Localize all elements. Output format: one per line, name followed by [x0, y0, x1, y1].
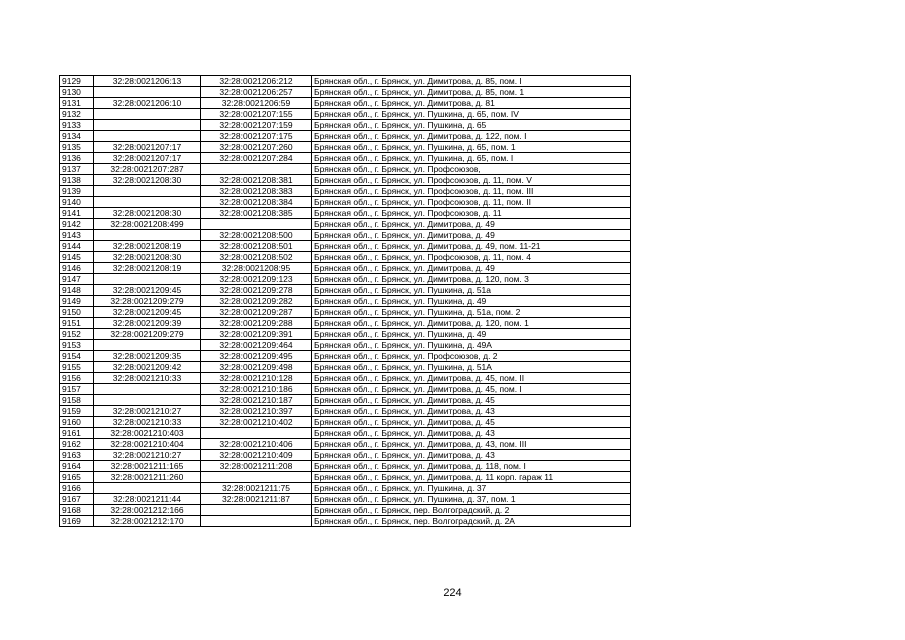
- row-number-cell: 9142: [60, 219, 94, 230]
- object-cadastral-number-cell: 32:28:0021208:500: [201, 230, 312, 241]
- row-number-cell: 9134: [60, 131, 94, 142]
- row-number-cell: 9149: [60, 296, 94, 307]
- table-row: [60, 516, 631, 527]
- table-row: [60, 274, 631, 285]
- address-cell: Брянская обл., г. Брянск, ул. Профсоюзов, д. 11, пом. V: [312, 175, 631, 186]
- row-number-cell: 9153: [60, 340, 94, 351]
- address-cell: Брянская обл., г. Брянск, ул. Димитрова, д. 118, пом. I: [312, 461, 631, 472]
- table-row: [60, 109, 631, 120]
- row-number-cell: 9165: [60, 472, 94, 483]
- row-number-cell: 9167: [60, 494, 94, 505]
- object-cadastral-number-cell: [201, 164, 312, 175]
- address-cell: Брянская обл., г. Брянск, ул. Пушкина, д. 37, пом. 1: [312, 494, 631, 505]
- table-row: [60, 494, 631, 505]
- address-cell: Брянская обл., г. Брянск, ул. Профсоюзов, д. 11, пом. II: [312, 197, 631, 208]
- table-row: [60, 153, 631, 164]
- land-cadastral-number-cell: 32:28:0021207:17: [94, 153, 201, 164]
- land-cadastral-number-cell: [94, 131, 201, 142]
- object-cadastral-number-cell: [201, 505, 312, 516]
- object-cadastral-number-cell: 32:28:0021207:260: [201, 142, 312, 153]
- table-row: [60, 318, 631, 329]
- row-number-cell: 9168: [60, 505, 94, 516]
- row-number-cell: 9136: [60, 153, 94, 164]
- land-cadastral-number-cell: 32:28:0021210:27: [94, 450, 201, 461]
- land-cadastral-number-cell: 32:28:0021209:35: [94, 351, 201, 362]
- table-row: [60, 131, 631, 142]
- row-number-cell: 9145: [60, 252, 94, 263]
- land-cadastral-number-cell: 32:28:0021210:27: [94, 406, 201, 417]
- object-cadastral-number-cell: 32:28:0021207:175: [201, 131, 312, 142]
- table-row: [60, 406, 631, 417]
- address-cell: Брянская обл., г. Брянск, ул. Пушкина, д. 49: [312, 296, 631, 307]
- row-number-cell: 9166: [60, 483, 94, 494]
- object-cadastral-number-cell: 32:28:0021208:383: [201, 186, 312, 197]
- address-cell: Брянская обл., г. Брянск, ул. Димитрова, д. 85, пом. I: [312, 76, 631, 87]
- object-cadastral-number-cell: 32:28:0021209:278: [201, 285, 312, 296]
- address-cell: Брянская обл., г. Брянск, ул. Димитрова, д. 45: [312, 417, 631, 428]
- registry-table-body: [60, 76, 631, 527]
- object-cadastral-number-cell: 32:28:0021209:495: [201, 351, 312, 362]
- table-row: [60, 340, 631, 351]
- table-row: [60, 197, 631, 208]
- table-row: [60, 428, 631, 439]
- land-cadastral-number-cell: [94, 230, 201, 241]
- object-cadastral-number-cell: 32:28:0021208:95: [201, 263, 312, 274]
- object-cadastral-number-cell: 32:28:0021208:502: [201, 252, 312, 263]
- table-row: [60, 329, 631, 340]
- row-number-cell: 9129: [60, 76, 94, 87]
- land-cadastral-number-cell: [94, 384, 201, 395]
- object-cadastral-number-cell: 32:28:0021211:208: [201, 461, 312, 472]
- land-cadastral-number-cell: [94, 186, 201, 197]
- object-cadastral-number-cell: 32:28:0021206:59: [201, 98, 312, 109]
- table-row: [60, 252, 631, 263]
- land-cadastral-number-cell: [94, 120, 201, 131]
- row-number-cell: 9146: [60, 263, 94, 274]
- address-cell: Брянская обл., г. Брянск, ул. Пушкина, д. 51а, пом. 2: [312, 307, 631, 318]
- table-row: [60, 505, 631, 516]
- page-number: 224: [443, 587, 462, 599]
- table-row: [60, 87, 631, 98]
- row-number-cell: 9154: [60, 351, 94, 362]
- row-number-cell: 9158: [60, 395, 94, 406]
- table-row: [60, 395, 631, 406]
- object-cadastral-number-cell: 32:28:0021208:501: [201, 241, 312, 252]
- land-cadastral-number-cell: 32:28:0021207:287: [94, 164, 201, 175]
- object-cadastral-number-cell: 32:28:0021210:402: [201, 417, 312, 428]
- object-cadastral-number-cell: 32:28:0021209:464: [201, 340, 312, 351]
- land-cadastral-number-cell: 32:28:0021211:44: [94, 494, 201, 505]
- row-number-cell: 9157: [60, 384, 94, 395]
- address-cell: Брянская обл., г. Брянск, ул. Димитрова, д. 122, пом. I: [312, 131, 631, 142]
- address-cell: Брянская обл., г. Брянск, пер. Волгоградский, д. 2А: [312, 516, 631, 527]
- table-row: [60, 142, 631, 153]
- table-row: [60, 263, 631, 274]
- address-cell: Брянская обл., г. Брянск, ул. Димитрова, д. 43: [312, 450, 631, 461]
- address-cell: Брянская обл., г. Брянск, ул. Димитрова, д. 11 корп. гараж 11: [312, 472, 631, 483]
- object-cadastral-number-cell: 32:28:0021208:384: [201, 197, 312, 208]
- address-cell: Брянская обл., г. Брянск, ул. Профсоюзов, д. 11, пом. 4: [312, 252, 631, 263]
- object-cadastral-number-cell: [201, 219, 312, 230]
- address-cell: Брянская обл., г. Брянск, пер. Волгоградский, д. 2: [312, 505, 631, 516]
- table-row: [60, 175, 631, 186]
- land-cadastral-number-cell: 32:28:0021208:30: [94, 208, 201, 219]
- address-cell: Брянская обл., г. Брянск, ул. Димитрова, д. 81: [312, 98, 631, 109]
- row-number-cell: 9164: [60, 461, 94, 472]
- row-number-cell: 9141: [60, 208, 94, 219]
- address-cell: Брянская обл., г. Брянск, ул. Димитрова, д. 45, пом. II: [312, 373, 631, 384]
- table-row: [60, 164, 631, 175]
- land-cadastral-number-cell: 32:28:0021211:260: [94, 472, 201, 483]
- table-row: [60, 472, 631, 483]
- land-cadastral-number-cell: 32:28:0021210:403: [94, 428, 201, 439]
- object-cadastral-number-cell: 32:28:0021209:287: [201, 307, 312, 318]
- table-row: [60, 351, 631, 362]
- table-row: [60, 483, 631, 494]
- row-number-cell: 9133: [60, 120, 94, 131]
- address-cell: Брянская обл., г. Брянск, ул. Профсоюзов, д. 2: [312, 351, 631, 362]
- table-row: [60, 219, 631, 230]
- land-cadastral-number-cell: [94, 109, 201, 120]
- address-cell: Брянская обл., г. Брянск, ул. Димитрова, д. 43, пом. III: [312, 439, 631, 450]
- table-row: [60, 98, 631, 109]
- address-cell: Брянская обл., г. Брянск, ул. Димитрова, д. 120, пом. 1: [312, 318, 631, 329]
- table-row: [60, 296, 631, 307]
- object-cadastral-number-cell: 32:28:0021209:288: [201, 318, 312, 329]
- address-cell: Брянская обл., г. Брянск, ул. Профсоюзов,: [312, 164, 631, 175]
- object-cadastral-number-cell: 32:28:0021211:75: [201, 483, 312, 494]
- address-cell: Брянская обл., г. Брянск, ул. Профсоюзов, д. 11, пом. III: [312, 186, 631, 197]
- table-row: [60, 417, 631, 428]
- row-number-cell: 9148: [60, 285, 94, 296]
- row-number-cell: 9130: [60, 87, 94, 98]
- land-cadastral-number-cell: 32:28:0021207:17: [94, 142, 201, 153]
- address-cell: Брянская обл., г. Брянск, ул. Димитрова, д. 45, пом. I: [312, 384, 631, 395]
- land-cadastral-number-cell: 32:28:0021209:42: [94, 362, 201, 373]
- land-cadastral-number-cell: 32:28:0021212:170: [94, 516, 201, 527]
- row-number-cell: 9147: [60, 274, 94, 285]
- table-row: [60, 285, 631, 296]
- address-cell: Брянская обл., г. Брянск, ул. Димитрова, д. 45: [312, 395, 631, 406]
- row-number-cell: 9131: [60, 98, 94, 109]
- row-number-cell: 9151: [60, 318, 94, 329]
- table-row: [60, 384, 631, 395]
- row-number-cell: 9159: [60, 406, 94, 417]
- land-cadastral-number-cell: [94, 87, 201, 98]
- row-number-cell: 9144: [60, 241, 94, 252]
- address-cell: Брянская обл., г. Брянск, ул. Пушкина, д. 51а: [312, 285, 631, 296]
- address-cell: Брянская обл., г. Брянск, ул. Димитрова, д. 43: [312, 406, 631, 417]
- row-number-cell: 9169: [60, 516, 94, 527]
- object-cadastral-number-cell: 32:28:0021211:87: [201, 494, 312, 505]
- land-cadastral-number-cell: [94, 197, 201, 208]
- address-cell: Брянская обл., г. Брянск, ул. Пушкина, д. 65: [312, 120, 631, 131]
- table-row: [60, 373, 631, 384]
- object-cadastral-number-cell: 32:28:0021206:257: [201, 87, 312, 98]
- address-cell: Брянская обл., г. Брянск, ул. Димитрова, д. 120, пом. 3: [312, 274, 631, 285]
- address-cell: Брянская обл., г. Брянск, ул. Профсоюзов, д. 11: [312, 208, 631, 219]
- row-number-cell: 9135: [60, 142, 94, 153]
- object-cadastral-number-cell: 32:28:0021209:391: [201, 329, 312, 340]
- row-number-cell: 9143: [60, 230, 94, 241]
- row-number-cell: 9160: [60, 417, 94, 428]
- land-cadastral-number-cell: 32:28:0021210:33: [94, 373, 201, 384]
- land-cadastral-number-cell: [94, 340, 201, 351]
- row-number-cell: 9140: [60, 197, 94, 208]
- land-cadastral-number-cell: 32:28:0021209:279: [94, 329, 201, 340]
- row-number-cell: 9161: [60, 428, 94, 439]
- table-row: [60, 450, 631, 461]
- land-cadastral-number-cell: 32:28:0021208:30: [94, 252, 201, 263]
- registry-table: [59, 75, 631, 527]
- address-cell: Брянская обл., г. Брянск, ул. Димитрова, д. 43: [312, 428, 631, 439]
- table-row: [60, 230, 631, 241]
- object-cadastral-number-cell: 32:28:0021209:123: [201, 274, 312, 285]
- address-cell: Брянская обл., г. Брянск, ул. Пушкина, д. 49: [312, 329, 631, 340]
- table-row: [60, 186, 631, 197]
- table-row: [60, 241, 631, 252]
- land-cadastral-number-cell: 32:28:0021206:10: [94, 98, 201, 109]
- object-cadastral-number-cell: 32:28:0021207:155: [201, 109, 312, 120]
- address-cell: Брянская обл., г. Брянск, ул. Димитрова, д. 49: [312, 230, 631, 241]
- object-cadastral-number-cell: [201, 472, 312, 483]
- address-cell: Брянская обл., г. Брянск, ул. Пушкина, д. 37: [312, 483, 631, 494]
- address-cell: Брянская обл., г. Брянск, ул. Пушкина, д. 65, пом. 1: [312, 142, 631, 153]
- land-cadastral-number-cell: [94, 274, 201, 285]
- object-cadastral-number-cell: 32:28:0021208:381: [201, 175, 312, 186]
- object-cadastral-number-cell: 32:28:0021210:406: [201, 439, 312, 450]
- row-number-cell: 9139: [60, 186, 94, 197]
- table-row: [60, 362, 631, 373]
- object-cadastral-number-cell: 32:28:0021210:128: [201, 373, 312, 384]
- land-cadastral-number-cell: 32:28:0021206:13: [94, 76, 201, 87]
- address-cell: Брянская обл., г. Брянск, ул. Димитрова, д. 49, пом. 11-21: [312, 241, 631, 252]
- object-cadastral-number-cell: [201, 428, 312, 439]
- land-cadastral-number-cell: 32:28:0021208:19: [94, 263, 201, 274]
- object-cadastral-number-cell: 32:28:0021207:159: [201, 120, 312, 131]
- land-cadastral-number-cell: [94, 395, 201, 406]
- address-cell: Брянская обл., г. Брянск, ул. Пушкина, д. 65, пом. I: [312, 153, 631, 164]
- row-number-cell: 9156: [60, 373, 94, 384]
- object-cadastral-number-cell: 32:28:0021210:397: [201, 406, 312, 417]
- table-row: [60, 208, 631, 219]
- address-cell: Брянская обл., г. Брянск, ул. Димитрова, д. 85, пом. 1: [312, 87, 631, 98]
- table-row: [60, 307, 631, 318]
- object-cadastral-number-cell: 32:28:0021206:212: [201, 76, 312, 87]
- land-cadastral-number-cell: 32:28:0021210:33: [94, 417, 201, 428]
- address-cell: Брянская обл., г. Брянск, ул. Димитрова, д. 49: [312, 263, 631, 274]
- row-number-cell: 9163: [60, 450, 94, 461]
- land-cadastral-number-cell: 32:28:0021210:404: [94, 439, 201, 450]
- object-cadastral-number-cell: 32:28:0021210:409: [201, 450, 312, 461]
- land-cadastral-number-cell: 32:28:0021212:166: [94, 505, 201, 516]
- table-row: [60, 461, 631, 472]
- object-cadastral-number-cell: [201, 516, 312, 527]
- address-cell: Брянская обл., г. Брянск, ул. Пушкина, д. 51А: [312, 362, 631, 373]
- land-cadastral-number-cell: 32:28:0021209:45: [94, 307, 201, 318]
- row-number-cell: 9152: [60, 329, 94, 340]
- land-cadastral-number-cell: [94, 483, 201, 494]
- object-cadastral-number-cell: 32:28:0021208:385: [201, 208, 312, 219]
- row-number-cell: 9138: [60, 175, 94, 186]
- table-row: [60, 76, 631, 87]
- object-cadastral-number-cell: 32:28:0021210:187: [201, 395, 312, 406]
- row-number-cell: 9155: [60, 362, 94, 373]
- table-row: [60, 439, 631, 450]
- object-cadastral-number-cell: 32:28:0021209:282: [201, 296, 312, 307]
- row-number-cell: 9137: [60, 164, 94, 175]
- address-cell: Брянская обл., г. Брянск, ул. Пушкина, д. 65, пом. IV: [312, 109, 631, 120]
- land-cadastral-number-cell: 32:28:0021209:279: [94, 296, 201, 307]
- land-cadastral-number-cell: 32:28:0021209:45: [94, 285, 201, 296]
- row-number-cell: 9162: [60, 439, 94, 450]
- row-number-cell: 9132: [60, 109, 94, 120]
- land-cadastral-number-cell: 32:28:0021208:499: [94, 219, 201, 230]
- object-cadastral-number-cell: 32:28:0021209:498: [201, 362, 312, 373]
- address-cell: Брянская обл., г. Брянск, ул. Пушкина, д. 49А: [312, 340, 631, 351]
- land-cadastral-number-cell: 32:28:0021208:19: [94, 241, 201, 252]
- object-cadastral-number-cell: 32:28:0021207:284: [201, 153, 312, 164]
- object-cadastral-number-cell: 32:28:0021210:186: [201, 384, 312, 395]
- land-cadastral-number-cell: 32:28:0021208:30: [94, 175, 201, 186]
- land-cadastral-number-cell: 32:28:0021211:165: [94, 461, 201, 472]
- land-cadastral-number-cell: 32:28:0021209:39: [94, 318, 201, 329]
- address-cell: Брянская обл., г. Брянск, ул. Димитрова, д. 49: [312, 219, 631, 230]
- row-number-cell: 9150: [60, 307, 94, 318]
- table-row: [60, 120, 631, 131]
